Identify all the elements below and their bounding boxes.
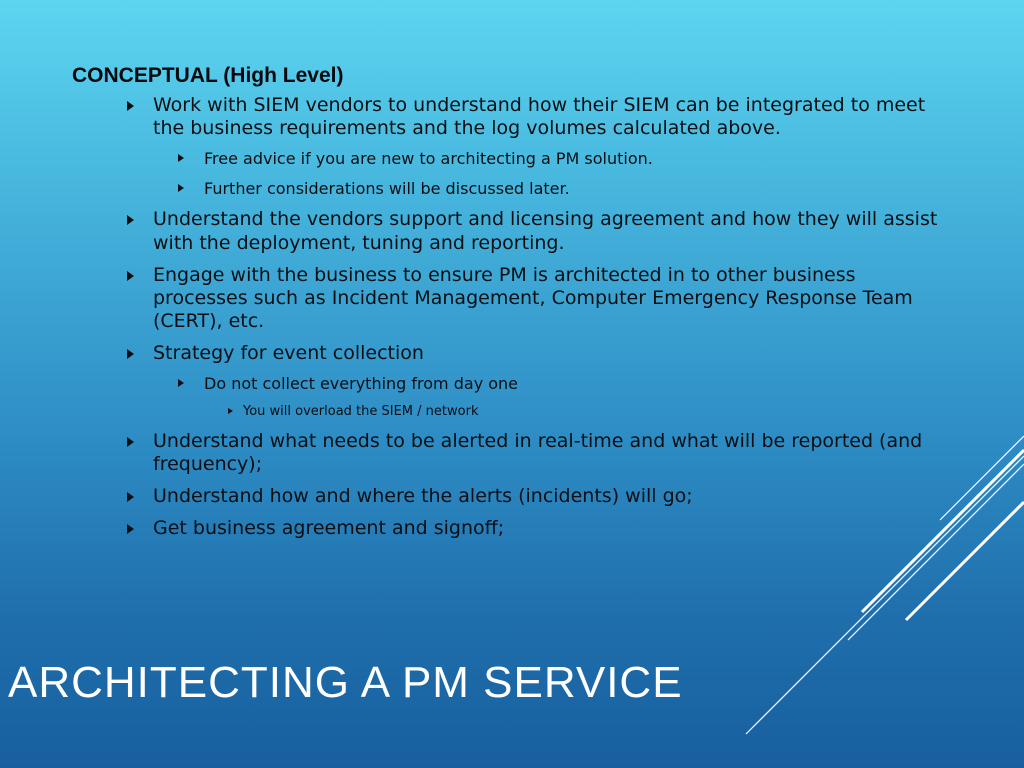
bullet-text: Work with SIEM vendors to understand how their SIEM can be integrated to meet the business requirements and the log volumes calculated above. [153,94,926,140]
bullet-item-level-1 [72,430,952,476]
bullet-arrow-icon [127,437,134,447]
bullet-text: Do not collect everything from day one [204,374,519,394]
bullet-text: Understand how and where the alerts (incidents) will go; [153,485,693,508]
bullet-item-level-2 [72,374,952,394]
bullet-item-level-1 [72,485,952,508]
bullet-text: Get business agreement and signoff; [153,517,505,540]
bullet-arrow-icon [127,492,134,502]
bullet-arrow-icon [127,101,134,111]
bullet-arrow-icon [178,184,184,192]
bullet-item-level-1 [72,517,952,540]
bullet-text: Further considerations will be discussed later. [204,178,570,198]
slide-content [72,64,952,549]
bullet-item-level-1 [72,264,952,334]
section-heading: CONCEPTUAL (High Level) [72,64,344,87]
bullet-text: Strategy for event collection [153,342,424,365]
bullet-arrow-icon [127,349,134,359]
bullet-text: Engage with the business to ensure PM is architected in to other business processes such as Incident Management, Computer Emergency Response Team (CERT), etc. [153,263,913,333]
bullet-arrow-icon [228,408,233,414]
bullet-text: Free advice if you are new to architecting a PM solution. [204,149,653,169]
bullet-item-level-1 [72,208,952,254]
bullet-item-level-1 [72,342,952,365]
bullet-arrow-icon [127,271,134,281]
bullet-text: Understand what needs to be alerted in real-time and what will be reported (and frequency); [153,429,923,475]
bullet-item-level-1 [72,94,952,140]
bullet-list [72,94,952,540]
bullet-text: You will overload the SIEM / network [243,403,479,419]
slide-title: ARCHITECTING A PM SERVICE [8,658,683,707]
bullet-arrow-icon [178,379,184,387]
bullet-item-level-3 [72,404,952,420]
bullet-arrow-icon [127,524,134,534]
bullet-item-level-2 [72,149,952,169]
bullet-arrow-icon [127,215,134,225]
decor-line [940,436,1024,520]
bullet-text: Understand the vendors support and licensing agreement and how they will assist with the deployment, tuning and reporting. [153,208,938,254]
bullet-arrow-icon [178,154,184,162]
bullet-item-level-2 [72,179,952,199]
